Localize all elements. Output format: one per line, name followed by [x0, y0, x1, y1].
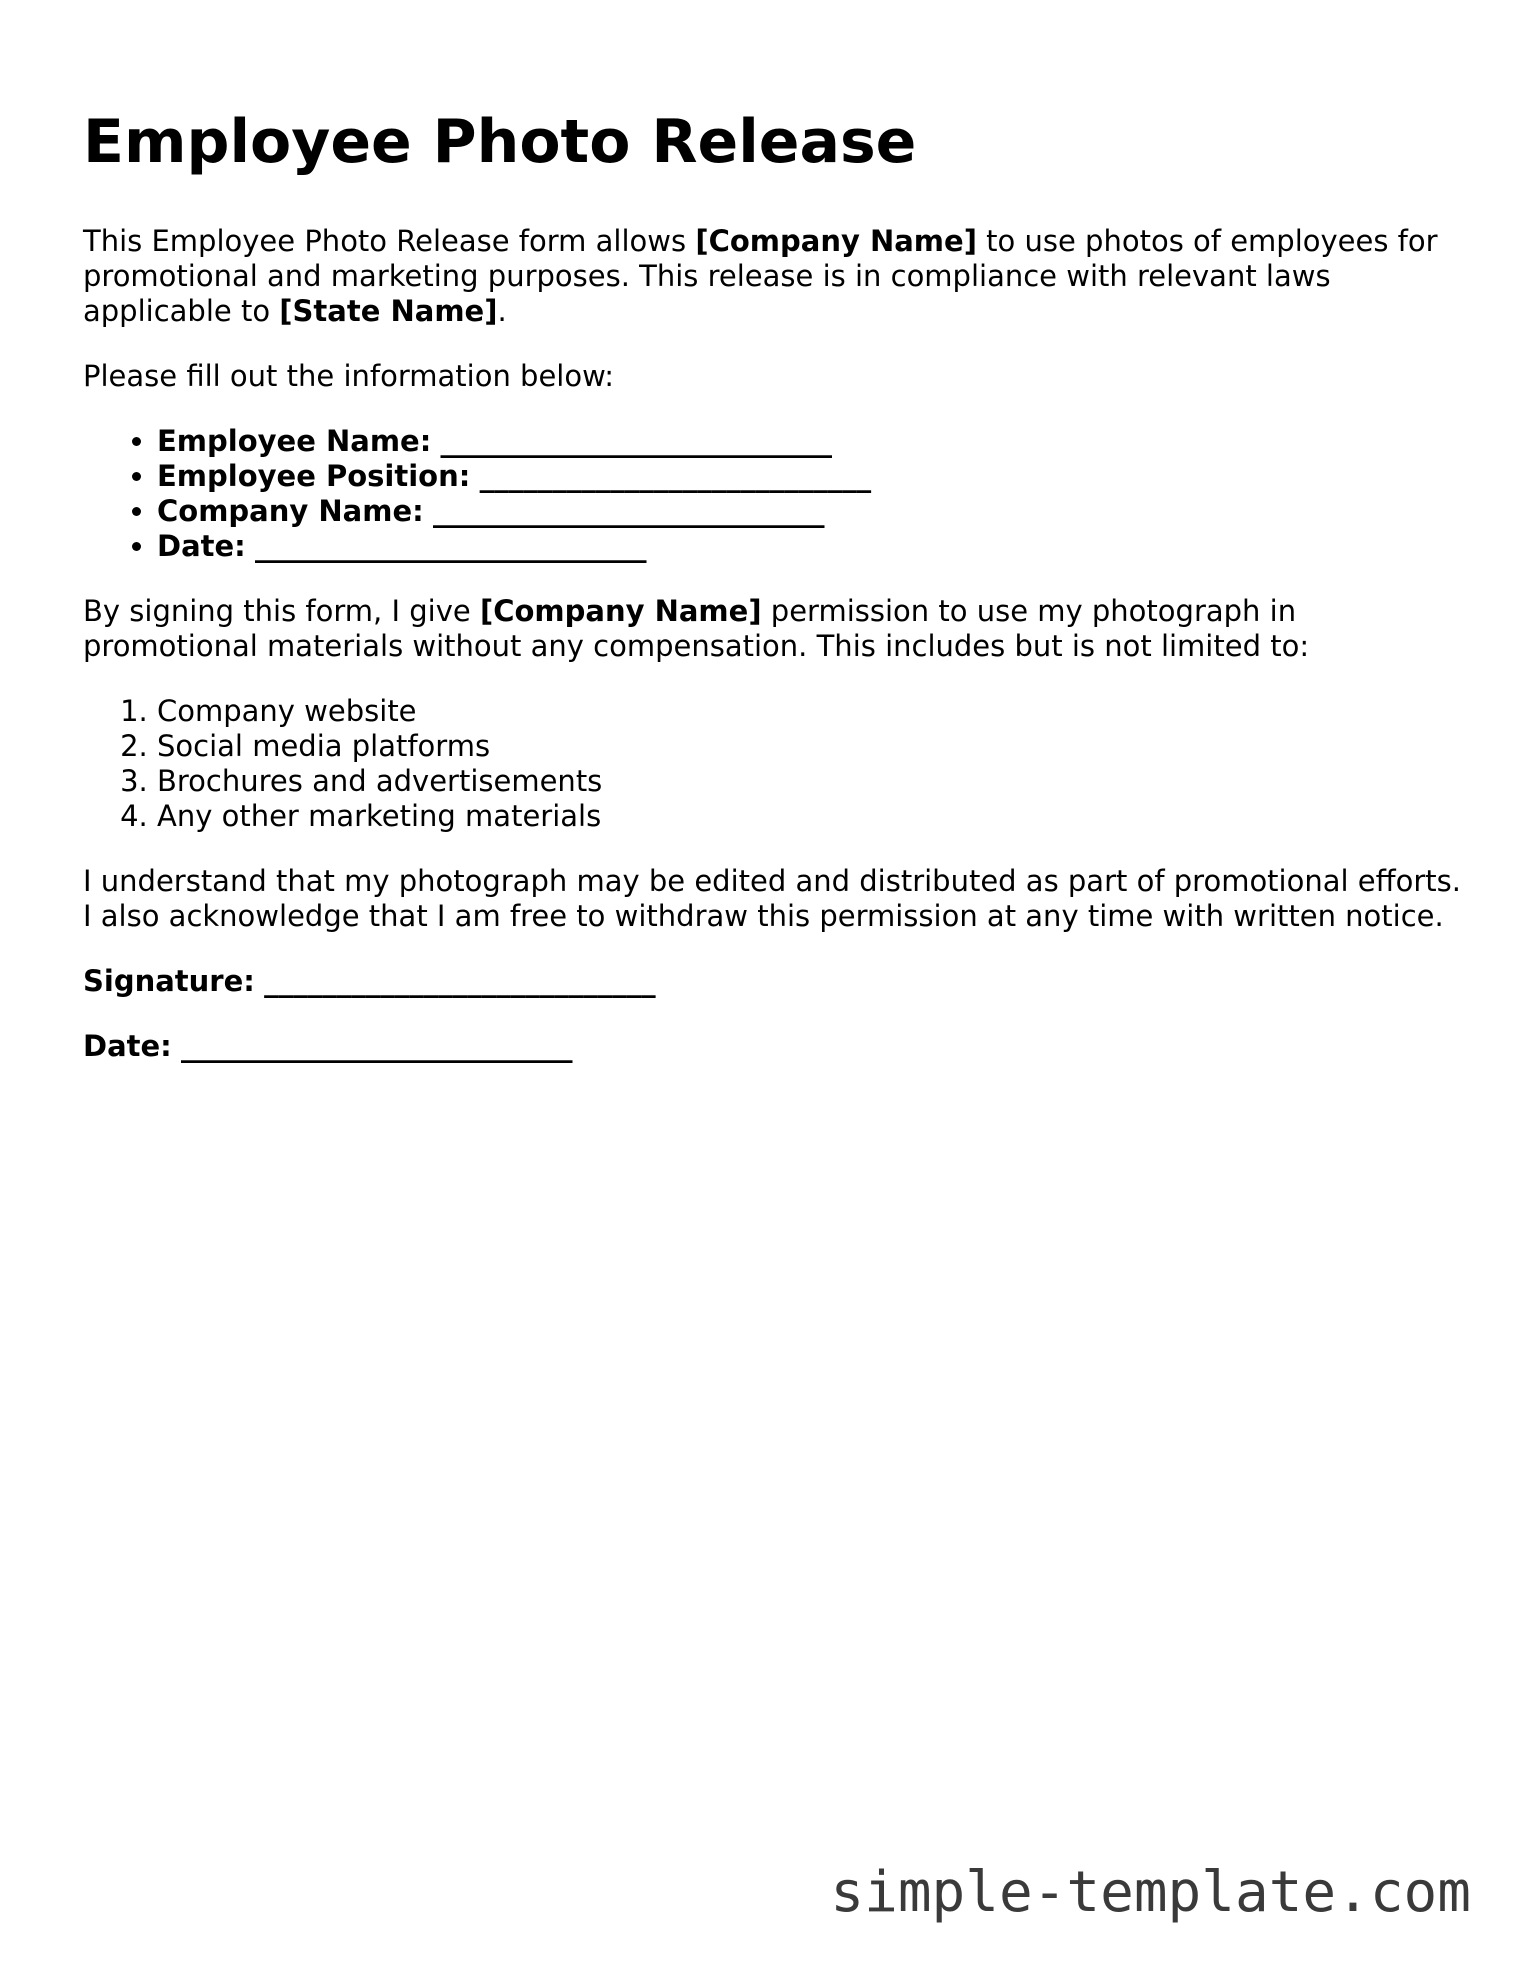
instruction-text: Please fill out the information below: — [83, 359, 614, 393]
list-item: 3. Brochures and advertisements — [157, 764, 1463, 799]
permission-text-2: permission to use my photograph in promotional materials without any compensation. This includes but is not limited to: — [83, 594, 1310, 663]
field-date[interactable] — [157, 529, 1463, 564]
field-label: Date: — [157, 529, 246, 563]
list-item: 2. Social media platforms — [157, 729, 1463, 764]
list-item: 1. Company website — [157, 694, 1463, 729]
field-employee-name[interactable] — [157, 424, 1463, 459]
acknowledgement-paragraph: I understand that my photograph may be edited and distributed as part of promotional efforts. I also acknowledge that I am free to withdraw this permission at any time with written notice. — [83, 864, 1461, 933]
field-employee-position[interactable] — [157, 459, 1463, 494]
state-name-placeholder: [State Name] — [279, 294, 498, 328]
permission-text-1: By signing this form, I give — [83, 594, 480, 628]
intro-paragraph — [83, 224, 1463, 329]
field-label: Company Name: — [157, 494, 424, 528]
date-blank[interactable]: ___________________________ — [181, 1029, 573, 1063]
intro-text-1: This Employee Photo Release form allows — [83, 224, 696, 258]
field-label: Employee Position: — [157, 459, 471, 493]
signature-blank[interactable]: ___________________________ — [264, 964, 656, 998]
watermark-text: simple-template.com — [830, 1860, 1471, 1925]
company-name-placeholder: [Company Name] — [695, 224, 977, 258]
page-title: Employee Photo Release — [83, 107, 917, 177]
field-blank[interactable]: ___________________________ — [440, 424, 833, 458]
field-blank[interactable]: ___________________________ — [255, 529, 647, 563]
signature-line[interactable] — [83, 964, 1463, 999]
field-company-name[interactable] — [157, 494, 1463, 529]
date-label: Date: — [83, 1029, 172, 1063]
signature-label: Signature: — [83, 964, 255, 998]
info-fields-list — [83, 424, 1463, 564]
field-blank[interactable]: ___________________________ — [479, 459, 872, 493]
field-blank[interactable]: ___________________________ — [432, 494, 825, 528]
intro-text-3: . — [497, 294, 507, 328]
permission-paragraph — [83, 594, 1463, 664]
intro-text-2: to use photos of employees for promotional and marketing purposes. This release is in compliance with relevant laws applicable to — [83, 224, 1438, 328]
document-page — [83, 104, 1463, 1094]
uses-list — [83, 694, 1463, 834]
company-name-placeholder: [Company Name] — [479, 594, 762, 628]
list-item: 4. Any other marketing materials — [157, 799, 1463, 834]
field-label: Employee Name: — [157, 424, 432, 458]
date-line[interactable] — [83, 1029, 1463, 1064]
